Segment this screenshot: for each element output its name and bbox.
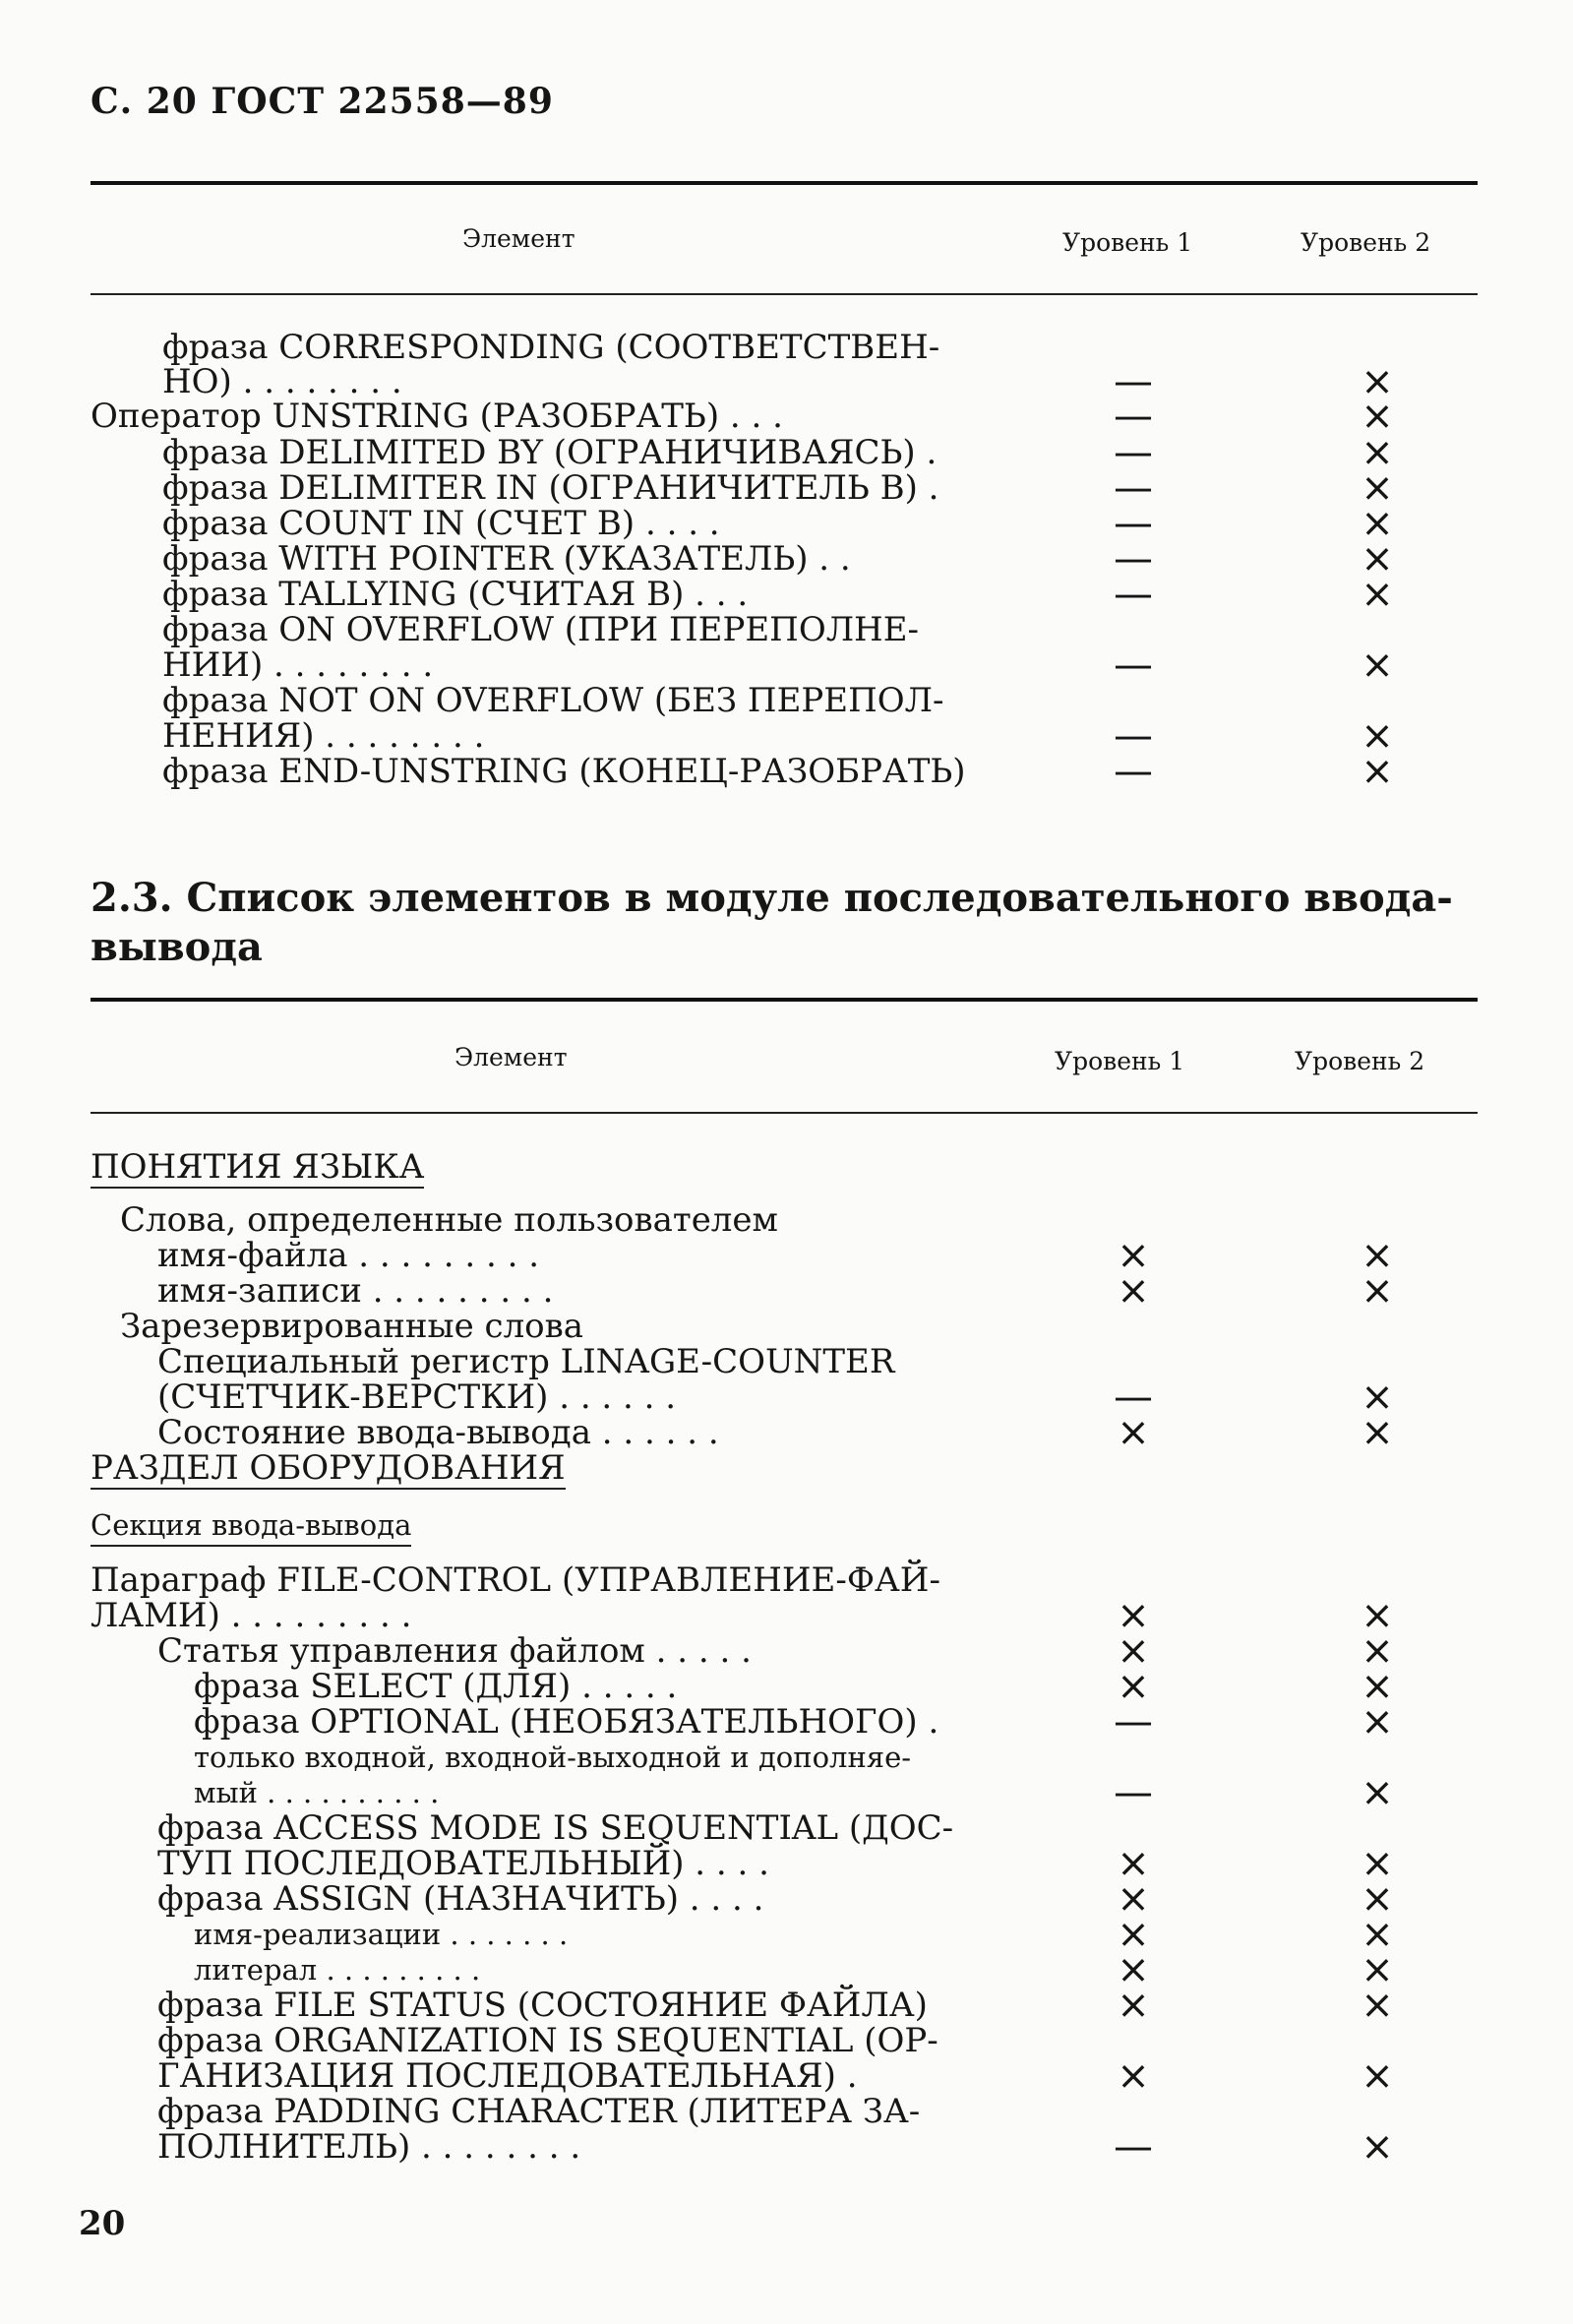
table2-row (0, 1562, 1573, 1598)
table2-row (0, 1344, 1573, 1379)
table1-row (0, 536, 1573, 581)
table2-level2-mark: × (1361, 1912, 1394, 1957)
table1-row-text: фраза CORRESPONDING (СООТВЕТСТВЕН- (162, 328, 940, 367)
table2-row (0, 1876, 1573, 1922)
table2-level2-mark: × (1361, 1770, 1394, 1815)
table2-row (0, 1947, 1573, 1992)
table1-row-text: фраза COUNT IN (СЧЕТ В) . . . . (162, 504, 720, 543)
table2-row (0, 1841, 1573, 1886)
table1-level1-mark: — (1114, 359, 1153, 404)
table2-level2-mark: × (1361, 2053, 1394, 2099)
table2-level2-mark: × (1361, 1268, 1394, 1314)
table2-header-level2: Уровень 2 (1295, 1047, 1425, 1075)
table1-level2-mark: × (1361, 394, 1394, 439)
table1-row (0, 359, 1573, 404)
table2-level1-mark: × (1117, 1912, 1150, 1957)
table2-level1-mark: × (1117, 1410, 1150, 1455)
table1-level1-mark: — (1114, 536, 1153, 581)
table2-row-text: Секция ввода-вывода (91, 1507, 411, 1547)
table1-row (0, 465, 1573, 511)
table1-row-text: фраза WITH POINTER (УКАЗАТЕЛЬ) . . (162, 539, 851, 579)
table1-level1-mark: — (1114, 713, 1153, 759)
table2-row (0, 1810, 1573, 1846)
section-title: 2.3. Список элементов в модуле последовательного ввода-вывода (91, 875, 1453, 970)
table2-level1-mark: — (1114, 1770, 1153, 1815)
table2-row (0, 1233, 1573, 1278)
table1-level2-mark: × (1361, 465, 1394, 511)
table2-row-text: фраза FILE STATUS (СОСТОЯНИЕ ФАЙЛА) (157, 1986, 928, 2025)
table1-row-text: НЕНИЯ) . . . . . . . . (162, 716, 485, 756)
table2-row (0, 1740, 1573, 1775)
table1-row (0, 572, 1573, 617)
table1-row-text: Оператор UNSTRING (РАЗОБРАТЬ) . . . (91, 397, 783, 436)
table1-row (0, 394, 1573, 439)
table2-level1-mark: — (1114, 2124, 1153, 2170)
table2-level2-mark: × (1361, 1593, 1394, 1638)
table2-level1-mark: — (1114, 1375, 1153, 1420)
table2-row-text: литерал . . . . . . . . . (194, 1953, 481, 1987)
table1-header-level1: Уровень 1 (1062, 228, 1193, 257)
table1-row-text: фраза END-UNSTRING (КОНЕЦ-РАЗОБРАТЬ) (162, 752, 966, 791)
table2-row-text: имя-записи . . . . . . . . . (157, 1271, 554, 1311)
table2-row (0, 1699, 1573, 1744)
table2-level1-mark: × (1117, 1664, 1150, 1709)
table2-row (0, 1770, 1573, 1815)
table2-row-text: фраза SELECT (ДЛЯ) . . . . . (194, 1667, 678, 1706)
table2-row (0, 1309, 1573, 1344)
table2-row (0, 2053, 1573, 2099)
table2-row-text: фраза OPTIONAL (НЕОБЯЗАТЕЛЬНОГО) . (194, 1702, 939, 1742)
table1-row-text: фраза ON OVERFLOW (ПРИ ПЕРЕПОЛНЕ- (162, 610, 920, 649)
table1-row (0, 330, 1573, 365)
table2-row (0, 1983, 1573, 2028)
table2-row (0, 1202, 1573, 1238)
table2-level1-mark: — (1114, 1699, 1153, 1744)
table2-row-text: Параграф FILE-CONTROL (УПРАВЛЕНИЕ-ФАЙ- (91, 1560, 940, 1600)
table2-level2-mark: × (1361, 1699, 1394, 1744)
table1-row-text: фраза DELIMITED BY (ОГРАНИЧИВАЯСЬ) . (162, 433, 938, 472)
table2-row (0, 1268, 1573, 1314)
table2-level1-mark: × (1117, 1876, 1150, 1922)
table2-level2-mark: × (1361, 1410, 1394, 1455)
table1-level1-mark: — (1114, 430, 1153, 475)
table2-row (0, 1450, 1573, 1486)
table1-row (0, 501, 1573, 546)
table1-row (0, 642, 1573, 688)
table2-level1-mark: × (1117, 1628, 1150, 1674)
table2-row-text: ПОЛНИТЕЛЬ) . . . . . . . . (157, 2127, 581, 2167)
table2-row (0, 2124, 1573, 2170)
table2-row (0, 1375, 1573, 1420)
table1-level2-mark: × (1361, 642, 1394, 688)
table2-level2-mark: × (1361, 1664, 1394, 1709)
table2-row-text: (СЧЕТЧИК-ВЕРСТКИ) . . . . . . (157, 1377, 677, 1417)
table2-row-text: Специальный регистр LINAGE-COUNTER (157, 1342, 895, 1381)
table2-row-text: мый . . . . . . . . . . (194, 1776, 440, 1809)
table1-level2-mark: × (1361, 572, 1394, 617)
table1-row-text: фраза DELIMITER IN (ОГРАНИЧИТЕЛЬ В) . (162, 468, 939, 508)
table1-header-rule (91, 293, 1478, 295)
table2-level2-mark: × (1361, 1947, 1394, 1992)
table2-row-text: ТУП ПОСЛЕДОВАТЕЛЬНЫЙ) . . . . (157, 1844, 769, 1883)
table2-row-text: фраза ACCESS MODE IS SEQUENTIAL (ДОС- (157, 1808, 954, 1848)
table2-row-text: только входной, входной-выходной и дополняе- (194, 1741, 912, 1774)
table2-row-text: ЛАМИ) . . . . . . . . . (91, 1596, 412, 1635)
table1-row (0, 713, 1573, 759)
table1-row-text: НИИ) . . . . . . . . (162, 645, 434, 685)
table2-level1-mark: × (1117, 1983, 1150, 2028)
table2-row-text: фраза ASSIGN (НАЗНАЧИТЬ) . . . . (157, 1879, 764, 1919)
table1-row-text: НО) . . . . . . . . (162, 362, 402, 401)
table2-level1-mark: × (1117, 1268, 1150, 1314)
table1-level1-mark: — (1114, 465, 1153, 511)
table1-level2-mark: × (1361, 713, 1394, 759)
page-header: С. 20 ГОСТ 22558—89 (91, 81, 554, 122)
table2-level2-mark: × (1361, 1233, 1394, 1278)
table1-header-level2: Уровень 2 (1301, 228, 1431, 257)
table1-level1-mark: — (1114, 572, 1153, 617)
page-number: 20 (79, 2204, 126, 2243)
table2-row-text: РАЗДЕЛ ОБОРУДОВАНИЯ (91, 1448, 566, 1488)
table2-level2-mark: × (1361, 1375, 1394, 1420)
table2-level2-mark: × (1361, 1841, 1394, 1886)
table2-level1-mark: × (1117, 1593, 1150, 1638)
table1-level1-mark: — (1114, 394, 1153, 439)
table2-row-text: Слова, определенные пользователем (120, 1200, 778, 1240)
table1-level2-mark: × (1361, 359, 1394, 404)
table2-header-level1: Уровень 1 (1055, 1047, 1185, 1075)
table1-header-element: Элемент (462, 224, 575, 253)
table2-level2-mark: × (1361, 1983, 1394, 2028)
table2-header-element: Элемент (454, 1043, 568, 1071)
table2-level1-mark: × (1117, 1947, 1150, 1992)
table2-row-text: Состояние ввода-вывода . . . . . . (157, 1413, 719, 1452)
table2-row-text: имя-файла . . . . . . . . . (157, 1236, 539, 1275)
table2-level2-mark: × (1361, 1628, 1394, 1674)
table2-row (0, 1912, 1573, 1957)
table2-row-text: ГАНИЗАЦИЯ ПОСЛЕДОВАТЕЛЬНАЯ) . (157, 2056, 858, 2096)
table1-top-rule (91, 181, 1478, 185)
table2-level1-mark: × (1117, 1233, 1150, 1278)
table1-row (0, 430, 1573, 475)
table2-row-text: имя-реализации . . . . . . . (194, 1918, 569, 1951)
table2-row-text: фраза PADDING CHARACTER (ЛИТЕРА ЗА- (157, 2092, 921, 2131)
table2-row-text: фраза ORGANIZATION IS SEQUENTIAL (ОР- (157, 2021, 938, 2060)
table2-top-rule (91, 998, 1478, 1002)
table1-level2-mark: × (1361, 536, 1394, 581)
table2-header-rule (91, 1112, 1478, 1114)
table1-level1-mark: — (1114, 642, 1153, 688)
table1-row (0, 749, 1573, 794)
table2-level1-mark: × (1117, 1841, 1150, 1886)
table1-row (0, 612, 1573, 647)
table2-row (0, 1410, 1573, 1455)
table1-row (0, 683, 1573, 718)
table2-row-text: Зарезервированные слова (120, 1307, 584, 1346)
table2-row (0, 1628, 1573, 1674)
table2-row-text: ПОНЯТИЯ ЯЗЫКА (91, 1147, 425, 1187)
table1-level1-mark: — (1114, 501, 1153, 546)
table2-row (0, 1664, 1573, 1709)
table1-level2-mark: × (1361, 749, 1394, 794)
table1-row-text: фраза TALLYING (СЧИТАЯ В) . . . (162, 575, 749, 614)
table2-row (0, 1507, 1573, 1543)
table2-level2-mark: × (1361, 1876, 1394, 1922)
table1-level2-mark: × (1361, 430, 1394, 475)
table1-level2-mark: × (1361, 501, 1394, 546)
table2-row (0, 2094, 1573, 2129)
table2-level2-mark: × (1361, 2124, 1394, 2170)
table2-level1-mark: × (1117, 2053, 1150, 2099)
table1-level1-mark: — (1114, 749, 1153, 794)
table2-row (0, 2023, 1573, 2058)
table2-row (0, 1593, 1573, 1638)
table2-row-text: Статья управления файлом . . . . . (157, 1631, 752, 1671)
table2-row (0, 1149, 1573, 1185)
table1-row-text: фраза NOT ON OVERFLOW (БЕЗ ПЕРЕПОЛ- (162, 681, 944, 720)
